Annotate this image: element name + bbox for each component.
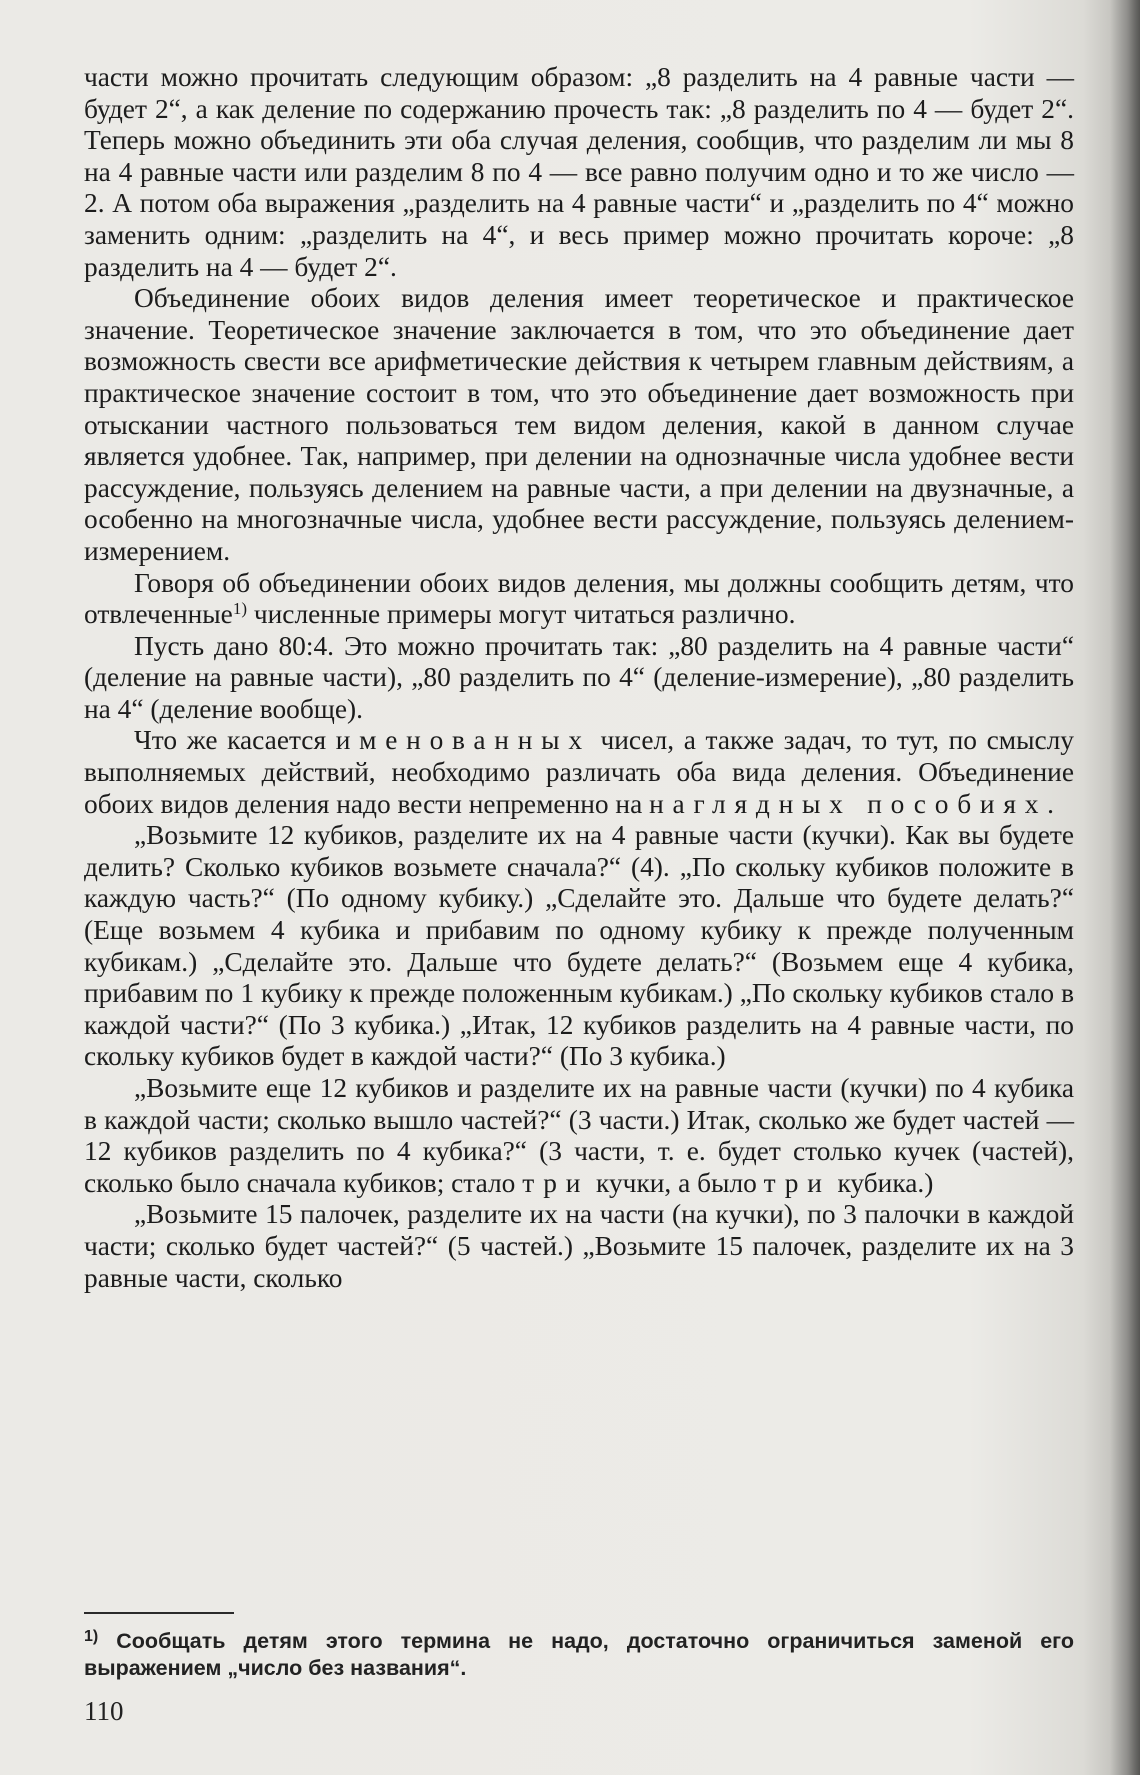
paragraph — [84, 725, 1074, 820]
text-run: . — [1047, 788, 1055, 819]
text-run: Пусть дано 80:4. Это можно прочитать так: „80 разделить на 4 равные части“ (деление на равные части), „80 разделить по 4“ (деление-измерение), „80 разделить на 4“ (деление вообще). — [84, 630, 1074, 724]
footnote-marker: 1) — [84, 1628, 99, 1645]
text-run: кубика.) — [830, 1167, 934, 1198]
binding-shadow — [1110, 0, 1140, 1775]
spaced-emphasis: три — [522, 1167, 590, 1198]
paragraph — [84, 568, 1074, 631]
text-run: чисел, а также задач, то тут, по смыслу выполняемых действий, необходимо различать оба вида деления. Объединение обоих видов деления надо вести непременно на — [84, 725, 1074, 819]
paragraph — [84, 820, 1074, 1073]
spaced-emphasis: три — [763, 1167, 831, 1198]
text-run: „Возьмите еще 12 кубиков и разделите их на равные части (кучки) по 4 кубика в каждой части; сколько вышло частей?“ (3 части.) Итак, сколько же будет частей — 12 кубиков разделить по 4 кубика?“ (3 части, т. е. будет столько кучек (частей), сколько было сначала кубиков; стало — [84, 1073, 1074, 1198]
footnote — [84, 1628, 1074, 1682]
text-run: Объединение обоих видов деления имеет теоретическое и практическое значение. Теоретическое значение заключается в том, что это объединение дает возможность свести все арифметические действия к четырем главным действиям, а практическое значение состоит в том, что это объединение дает возможность при отыскании частного пользоваться тем видом деления, какой в данном случае является удобнее. Так, например, при делении на однозначные числа удобнее вести рассуждение, пользуясь делением на равные части, а при делении на двузначные, а особенно на многозначные числа, удобнее вести рассуждение, пользуясь делением-измерением. — [84, 283, 1074, 566]
text-run: Говоря об объединении обоих видов деления, мы должны сообщить детям, что отвлеченные — [84, 567, 1074, 630]
page-number: 110 — [84, 1696, 124, 1726]
text-run: Что же касается — [134, 725, 336, 756]
text-run: „Возьмите 12 кубиков, разделите их на 4 равные части (кучки). Как вы будете делить? Сколько кубиков возьмете сначала?“ (4). „По скольку кубиков положите в каждую часть?“ (По одному кубику.) „Сделайте это. Дальше что будете делать?“ (Еще возьмем 4 кубика и прибавим по одному кубику к прежде полученным кубикам.) „Сделайте это. Дальше что будете делать?“ (Возьмем еще 4 кубика, прибавим по 1 кубику к прежде положенным кубикам.) „По скольку кубиков стало в каждой части?“ (По 3 кубика.) „Итак, 12 кубиков разделить на 4 равные части, по скольку кубиков будет в каждой части?“ (По 3 кубика.) — [84, 820, 1074, 1072]
text-run: части можно прочитать следующим образом: „8 разделить на 4 равные части — будет 2“, а как деление по содержанию прочесть так: „8 разделить по 4 — будет 2“. Теперь можно объединить эти оба случая деления, сообщив, что разделим ли мы 8 на 4 равные части или разделим 8 по 4 — все равно получим одно и то же число — 2. А потом оба выражения „разделить на 4 равные части“ и „разделить по 4“ можно заменить одним: „разделить на 4“, и весь пример можно прочитать короче: „8 разделить на 4 — будет 2“. — [84, 62, 1074, 282]
footnote-reference: 1) — [232, 599, 248, 619]
paragraph — [84, 283, 1074, 567]
footnote-text: Сообщать детям этого термина не надо, достаточно ограничиться заменой его выражением „число без названия“. — [84, 1629, 1074, 1680]
paragraph — [84, 631, 1074, 726]
spaced-emphasis: именованных — [335, 725, 591, 756]
paragraph — [84, 62, 1074, 283]
paragraph — [84, 1199, 1074, 1294]
spaced-emphasis: наглядных пособиях — [649, 788, 1048, 819]
footnote-rule — [84, 1612, 234, 1614]
text-run: численные примеры могут читаться различно. — [247, 599, 796, 630]
text-run: кучки, а было — [589, 1167, 764, 1198]
paragraph — [84, 1073, 1074, 1199]
text-run: „Возьмите 15 палочек, разделите их на части (на кучки), по 3 палочки в каждой части; сколько будет частей?“ (5 частей.) „Возьмите 15 палочек, разделите их на 3 равные части, сколько — [84, 1199, 1074, 1293]
body-text — [84, 62, 1074, 1294]
